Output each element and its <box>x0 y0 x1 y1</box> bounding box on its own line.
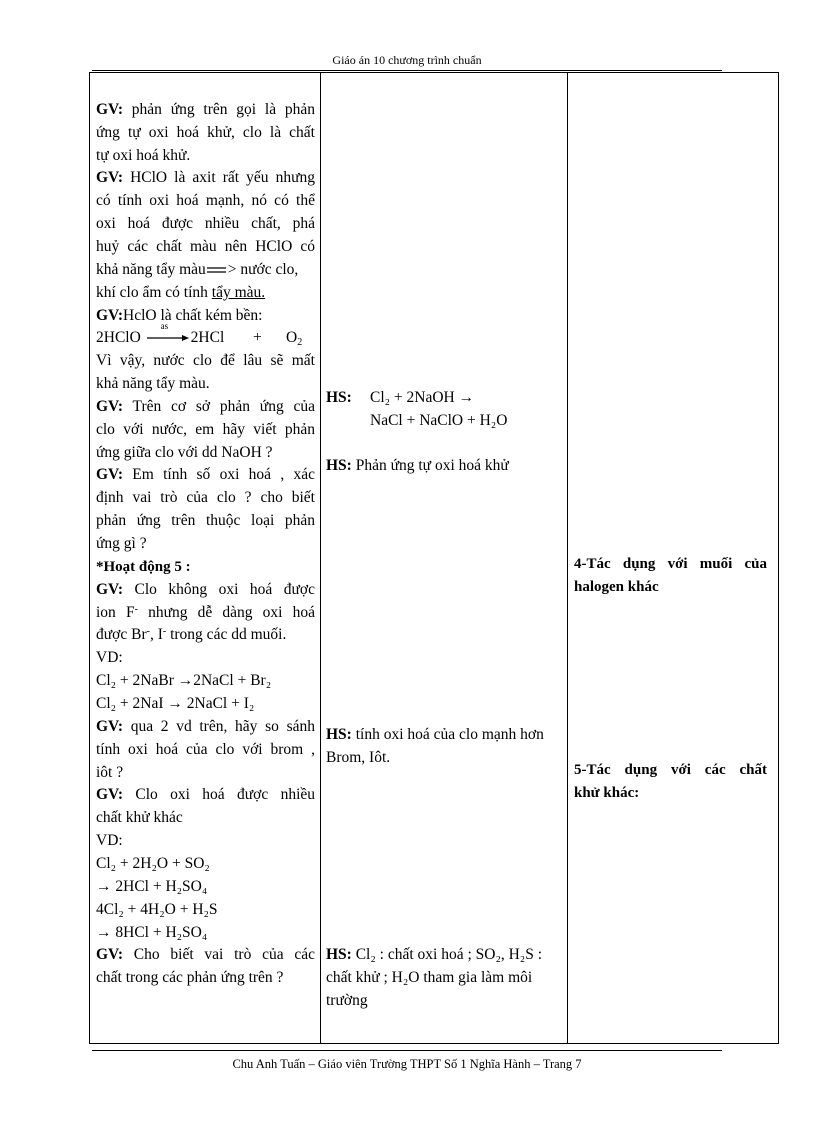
col2-line: chất khử ; H₂O tham gia làm môi <box>326 969 533 986</box>
col1-line: oxi hoá được nhiều chất, phá <box>96 215 315 232</box>
equation-line: Cl₂ + 2H₂O + SO₂ <box>96 855 210 872</box>
col1-line: Vì vậy, nước clo để lâu sẽ mất <box>96 352 315 369</box>
col2-line: HS: <box>326 389 352 406</box>
equation-line: Cl₂ + 2NaOH → <box>370 389 475 406</box>
col1-line: tự oxi hoá khử. <box>96 147 191 164</box>
col1-line: GV: HClO là axit rất yếu nhưng <box>96 169 316 186</box>
col1-line: clo với nước, em hãy viết phản <box>96 421 315 438</box>
col1-line: phản ứng trên thuộc loại phản <box>96 512 315 529</box>
col2-line: HS: Cl₂ : chất oxi hoá ; SO₂, H₂S : <box>326 946 542 963</box>
col1-line: được Br-, I- trong các dd muối. <box>96 626 287 643</box>
equation-line: Cl₂ + 2NaI → 2NaCl + I₂ <box>96 695 255 712</box>
col1-line: GV: Clo oxi hoá được nhiều <box>96 786 316 803</box>
student-column <box>321 73 568 1044</box>
reaction-arrow-icon <box>145 332 191 344</box>
col1-line: GV: Em tính số oxi hoá , xác <box>96 466 316 483</box>
section-heading: 4-Tác dụng với muối của <box>574 556 767 572</box>
col2-line: HS: Phản ứng tự oxi hoá khử <box>326 457 509 474</box>
col1-line: chất khử khác <box>96 809 183 826</box>
col1-line: chất trong các phản ứng trên ? <box>96 969 284 986</box>
col1-line: ion F- nhưng dễ dàng oxi hoá <box>96 604 315 621</box>
decomposition-equation: 2HClO as 2HCl + $O_2$ <box>96 321 303 348</box>
equation-line: → 8HCl + H₂SO₄ <box>96 924 208 941</box>
col1-line: GV: phản ứng trên gọi là phản <box>96 101 315 118</box>
page-header: Giáo án 10 chương trình chuẩn <box>332 53 482 67</box>
col1-line: khí clo ẩm có tính tẩy màu. <box>96 284 266 301</box>
double-arrow-icon <box>206 265 228 275</box>
col1-line: khả năng tẩy màu. <box>96 375 210 392</box>
col2-line: HS: tính oxi hoá của clo mạnh hơn <box>326 726 544 743</box>
col1-line: định vai trò của clo ? cho biết <box>96 489 315 506</box>
condition-label: as <box>160 321 169 332</box>
activity-heading: *Hoạt động 5 : <box>96 559 191 575</box>
col1-line: VD: <box>96 832 123 849</box>
lesson-table <box>89 72 779 1044</box>
col1-line: GV: Clo không oxi hoá được <box>96 581 316 598</box>
col2-line: trường <box>326 992 368 1009</box>
col1-line: GV:HclO là chất kém bền: <box>96 307 263 324</box>
equation-line: NaCl + NaClO + H₂O <box>370 412 508 429</box>
col1-line: VD: <box>96 649 123 666</box>
equation-line: → 2HCl + H₂SO₄ <box>96 878 208 895</box>
page-footer: Chu Anh Tuấn – Giáo viên Trường THPT Số 1 Nghĩa Hành – Trang 7 <box>232 1057 582 1071</box>
section-heading: 5-Tác dụng với các chất <box>574 762 767 778</box>
col1-line: ứng giữa clo với dd NaOH ? <box>96 444 273 461</box>
col1-line: huỷ các chất màu nên HClO có <box>96 238 315 255</box>
col1-line: GV: qua 2 vd trên, hãy so sánh <box>96 718 315 735</box>
col1-line: khả năng tẩy màu > nước clo, <box>96 261 299 278</box>
col2-line: Brom, Iôt. <box>326 749 391 766</box>
col1-line: ứng gì ? <box>96 535 147 552</box>
footer-rule <box>92 1050 722 1051</box>
col1-line: ứng tự oxi hoá khử, clo là chất <box>96 124 315 141</box>
col1-line: GV: Cho biết vai trò của các <box>96 946 316 963</box>
col1-line: GV: Trên cơ sở phản ứng của <box>96 398 315 415</box>
section-heading: khử khác: <box>574 785 640 801</box>
col1-line: iôt ? <box>96 764 124 781</box>
equation-line: 4Cl₂ + 4H₂O + H₂S <box>96 901 218 918</box>
equation-line: Cl₂ + 2NaBr →2NaCl + Br₂ <box>96 672 272 689</box>
col1-line: có tính oxi hoá mạnh, nó có thể <box>96 192 315 209</box>
header-rule <box>92 70 722 71</box>
teacher-column <box>90 73 321 1044</box>
col1-line: tính oxi hoá của clo với brom , <box>96 741 315 758</box>
section-heading: halogen khác <box>574 579 659 595</box>
content-column <box>568 73 779 1044</box>
